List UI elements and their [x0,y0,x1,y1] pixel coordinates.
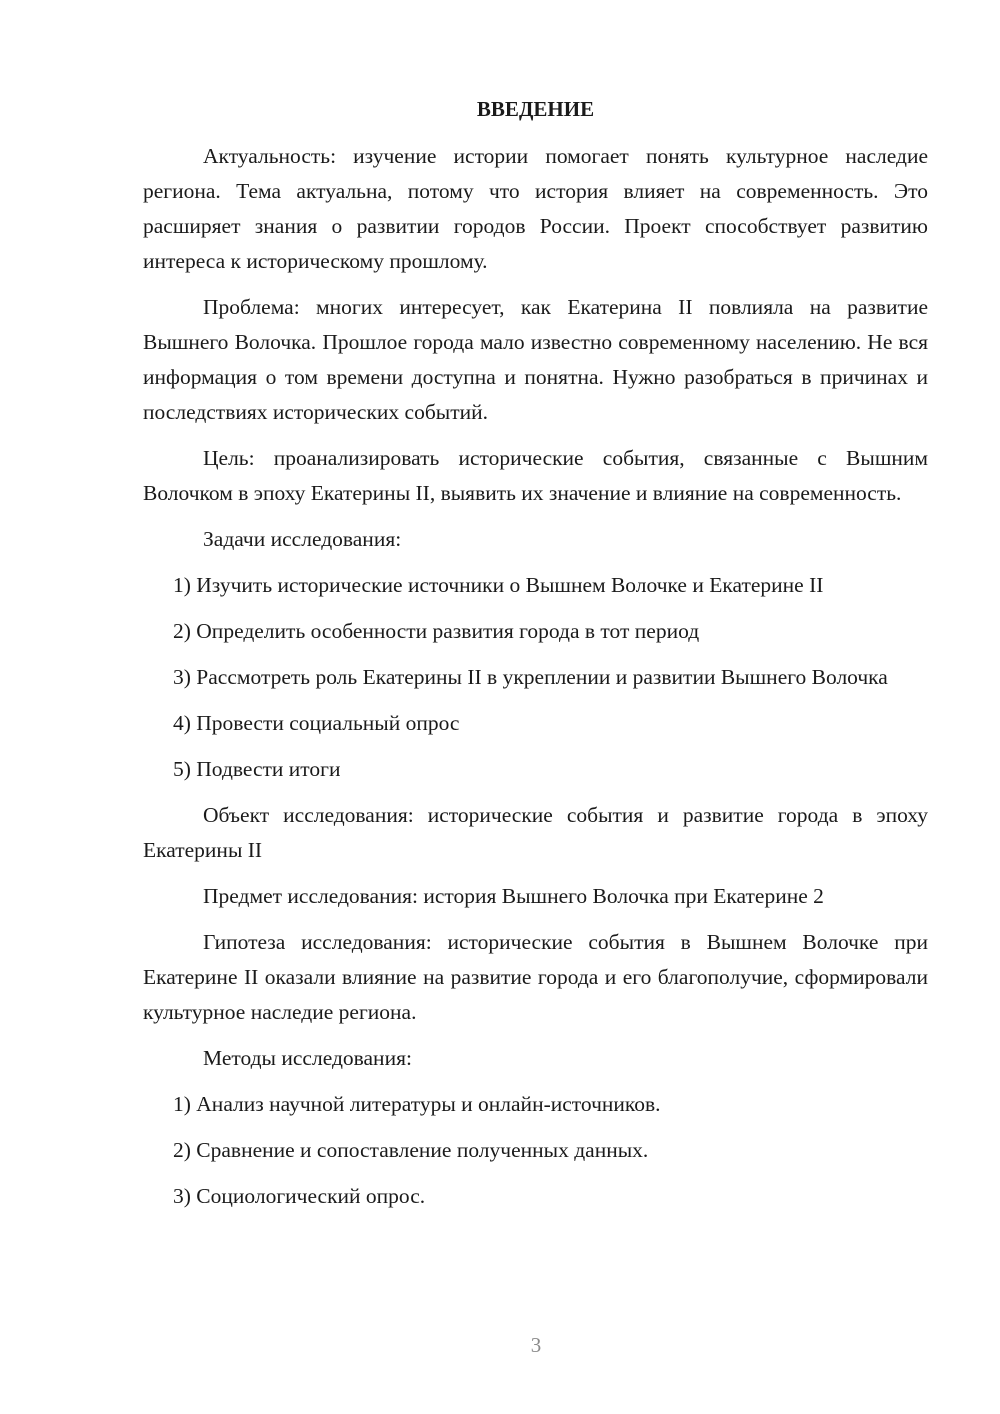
section-title: ВВЕДЕНИЕ [476,97,595,121]
task-item: 2) Определить особенности развития города в тот период [173,619,700,643]
goal-paragraph: Цель: проанализировать исторические события, связанные с Вышним Волочком в эпоху Екатерины II, выявить их значение и влияние на современность. [143,446,928,505]
hypothesis-paragraph: Гипотеза исследования: исторические события в Вышнем Волочке при Екатерине II оказали влияние на развитие города и его благополучие, сформировали культурное наследие региона. [143,930,928,1024]
task-item: 1) Изучить исторические источники о Вышнем Волочке и Екатерине II [173,573,824,597]
method-item: 3) Социологический опрос. [173,1184,426,1208]
method-item: 2) Сравнение и сопоставление полученных данных. [173,1138,649,1162]
task-item: 3) Рассмотреть роль Екатерины II в укреплении и развитии Вышнего Волочка [173,665,888,689]
method-item: 1) Анализ научной литературы и онлайн-источников. [173,1092,661,1116]
object-paragraph: Объект исследования: исторические события и развитие города в эпоху Екатерины II [143,803,928,862]
relevance-paragraph: Актуальность: изучение истории помогает понять культурное наследие региона. Тема актуальна, потому что история влияет на современность. Это расширяет знания о развитии городов России. Проект способствует развитию интереса к историческому прошлому. [143,144,928,273]
task-item: 5) Подвести итоги [173,757,341,781]
document-page [143,92,928,1225]
tasks-heading: Задачи исследования: [203,527,402,551]
page-number: 3 [530,1333,542,1357]
methods-heading: Методы исследования: [203,1046,412,1070]
problem-paragraph: Проблема: многих интересует, как Екатерина II повлияла на развитие Вышнего Волочка. Прошлое города мало известно современному населению. Не вся информация о том времени доступна и понятна. Нужно разобраться в причинах и последствиях исторических событий. [143,295,928,424]
task-item: 4) Провести социальный опрос [173,711,460,735]
subject-paragraph: Предмет исследования: история Вышнего Волочка при Екатерине 2 [203,884,824,908]
